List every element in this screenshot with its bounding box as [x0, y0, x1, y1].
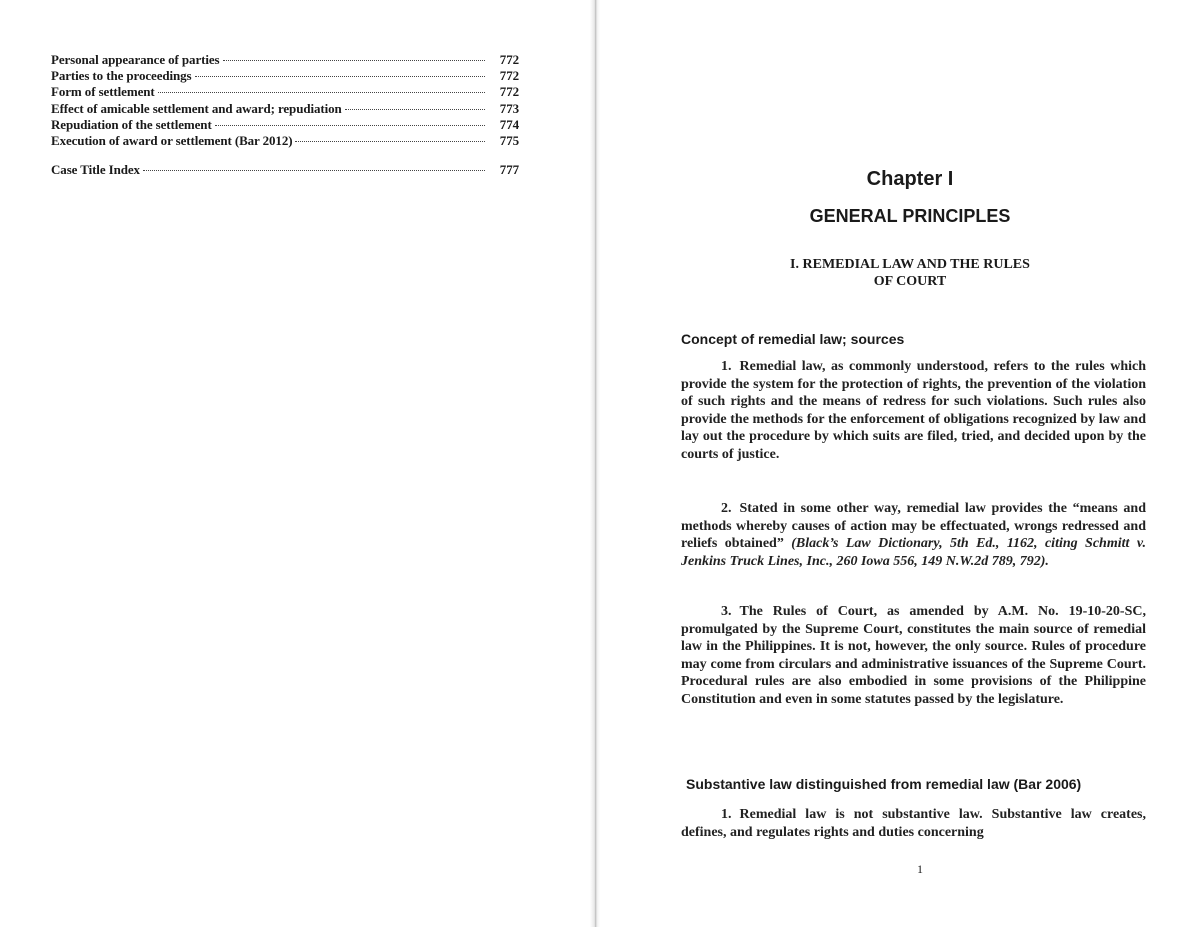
paragraph-text: Remedial law is not substantive law. Substantive law creates, defines, and regulates rights and duties concerning — [681, 807, 1146, 840]
section-title — [740, 256, 1080, 290]
toc-page-number: 772 — [499, 84, 519, 100]
paragraph-citation: (Black’s Law Dictionary, 5th Ed., 1162, citing Schmitt v. Jenkins Truck Lines, Inc., 260 Iowa 556, 149 N.W.2d 789, 792). — [681, 536, 1147, 569]
toc-label: Execution of award or settlement (Bar 2012) — [51, 133, 293, 149]
toc-leader-dots — [223, 60, 485, 61]
paragraph-number: 1. — [721, 359, 732, 374]
toc-page-number: 772 — [499, 68, 519, 84]
toc-leader-dots — [143, 170, 485, 171]
toc-entry — [51, 84, 519, 100]
toc-leader-dots — [158, 92, 485, 93]
toc-leader-dots — [215, 125, 485, 126]
table-of-contents — [51, 52, 519, 178]
paragraph-text: The Rules of Court, as amended by A.M. No. 19-10-20-SC, promulgated by the Supreme Court, constitutes the main source of remedial law in the Philippines. It is not, however, the only source. Rules of procedure may come from circulars and administrative issuances of the Supreme Court. Procedural rules are also embodied in some provisions of the Philippine Constitution and even in some statutes passed by the legislature. — [681, 604, 1146, 707]
toc-page-number: 774 — [499, 116, 519, 132]
section-title-line1: I. REMEDIAL LAW AND THE RULES — [790, 257, 1030, 272]
toc-leader-dots — [345, 109, 485, 110]
toc-label: Parties to the proceedings — [51, 68, 192, 84]
section-title-line2: OF COURT — [873, 274, 947, 289]
paragraph-number: 1. — [721, 807, 732, 822]
toc-entry — [51, 68, 519, 84]
subheading-substantive: Substantive law distinguished from remedial law (Bar 2006) — [686, 776, 1082, 792]
toc-label: Personal appearance of parties — [51, 52, 220, 67]
toc-label: Effect of amicable settlement and award; repudiation — [51, 100, 342, 116]
toc-entry — [51, 133, 519, 149]
chapter-label: Chapter I — [866, 168, 954, 190]
toc-label: Form of settlement — [51, 84, 155, 100]
left-page — [0, 0, 590, 927]
toc-page-number: 777 — [499, 162, 519, 178]
subheading-concept: Concept of remedial law; sources — [681, 331, 905, 347]
toc-entry — [51, 52, 519, 68]
chapter-title: GENERAL PRINCIPLES — [809, 206, 1011, 226]
toc-page-number: 775 — [499, 133, 519, 149]
toc-entry — [51, 162, 519, 178]
paragraph-text: Remedial law, as commonly understood, refers to the rules which provide the system for the protection of rights, the prevention of the violation of such rights and the means of redress for such violations. Such rules also provide the methods for the enforcement of obligations recognized by law and lay out the procedure by which suits are filed, tried, and decided upon by the courts of justice. — [681, 359, 1146, 462]
paragraph-1 — [681, 358, 1146, 464]
toc-entry — [51, 117, 519, 133]
toc-leader-dots — [195, 76, 486, 77]
toc-label: Repudiation of the settlement — [51, 116, 212, 132]
toc-label: Case Title Index — [51, 162, 140, 178]
paragraph-3 — [681, 603, 1146, 709]
toc-leader-dots — [295, 141, 485, 142]
right-page — [600, 0, 1200, 927]
paragraph-4 — [681, 806, 1146, 841]
paragraph-number: 2. — [721, 501, 732, 516]
toc-page-number: 773 — [499, 100, 519, 116]
paragraph-number: 3. — [721, 604, 732, 619]
book-gutter — [590, 0, 600, 927]
toc-page-number: 772 — [499, 52, 519, 67]
toc-entry — [51, 101, 519, 117]
paragraph-2 — [681, 500, 1146, 570]
paragraph-text: Stated in some other way, remedial law provides the “means and methods whereby causes of action may be effectuated, wrongs redressed and reliefs obtained” — [681, 501, 1146, 552]
page-number: 1 — [917, 862, 923, 876]
